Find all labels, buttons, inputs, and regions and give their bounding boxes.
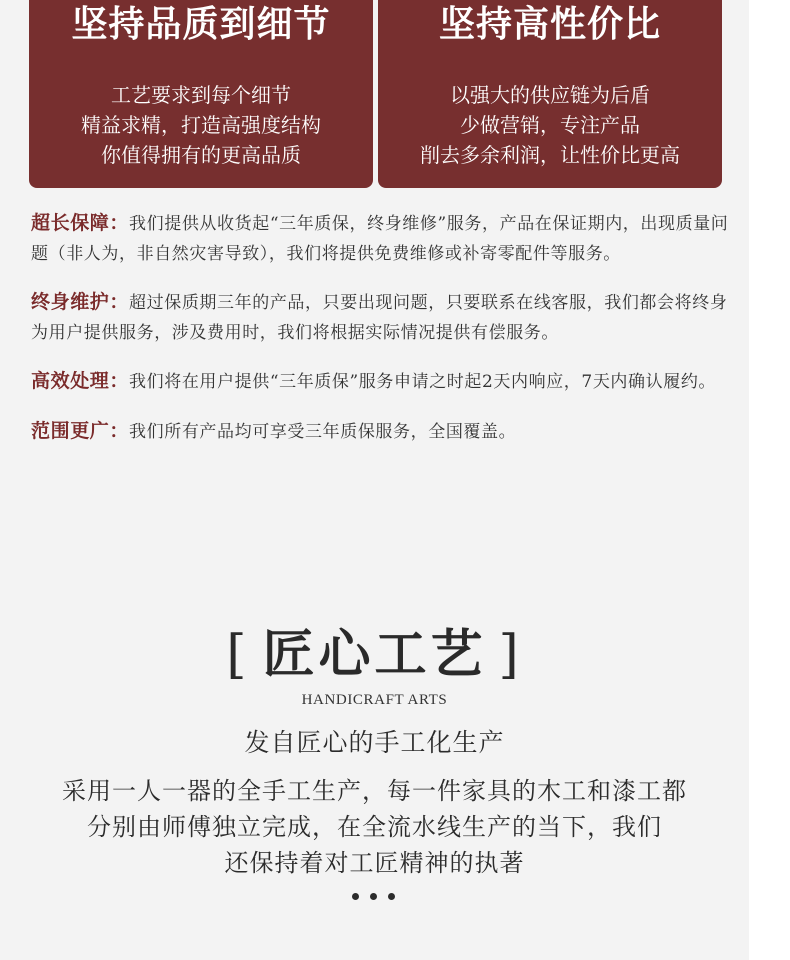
card-line: 削去多余利润，让性价比更高 bbox=[420, 143, 680, 167]
section-title bbox=[0, 622, 749, 688]
card-description bbox=[378, 80, 722, 170]
term-label: 范围更广： bbox=[31, 419, 130, 442]
card-line: 少做营销，专注产品 bbox=[460, 113, 640, 137]
term-efficient-handling bbox=[31, 367, 731, 398]
term-label: 终身维护： bbox=[31, 291, 130, 313]
craft-line: 采用一人一器的全手工生产，每一件家具的木工和漆工都 bbox=[62, 777, 687, 805]
card-title: 坚持品质到细节 bbox=[71, 3, 331, 45]
craft-line: 还保持着对工匠精神的执著 bbox=[224, 849, 525, 877]
term-text: 我们提供从收货起“三年质保，终身维修”服务，产品在保证期内，出现质量问题（非人为，非自然灾害导致），我们将提供免费维修或补寄零配件等服务。 bbox=[31, 214, 729, 264]
term-lifetime-maintenance bbox=[31, 288, 731, 348]
term-label: 超长保障： bbox=[31, 212, 130, 234]
craft-line: 分别由师傅独立完成，在全流水线生产的当下，我们 bbox=[87, 813, 662, 841]
card-line: 你值得拥有的更高品质 bbox=[101, 143, 301, 167]
term-wider-coverage bbox=[31, 417, 731, 448]
value-card bbox=[378, 0, 722, 188]
bracket-close: ] bbox=[498, 625, 523, 685]
card-line: 精益求精，打造高强度结构 bbox=[81, 113, 321, 137]
card-line: 以强大的供应链为后盾 bbox=[450, 83, 650, 107]
term-text: 我们将在用户提供“三年质保”服务申请之时起2天内响应，7天内确认履约。 bbox=[129, 372, 717, 392]
craft-description bbox=[0, 773, 749, 881]
term-text: 超过保质期三年的产品，只要出现问题，只要联系在线客服，我们都会将终身为用户提供服务，涉及费用时，我们将根据实际情况提供有偿服务。 bbox=[31, 293, 728, 343]
section-title-text: 匠心工艺 bbox=[262, 624, 487, 685]
section-subtitle: HANDICRAFT ARTS bbox=[301, 692, 448, 708]
card-title: 坚持高性价比 bbox=[438, 3, 661, 45]
bracket-open: [ bbox=[226, 625, 251, 685]
term-extended-guarantee bbox=[31, 209, 731, 269]
term-text: 我们所有产品均可享受三年质保服务，全国覆盖。 bbox=[129, 421, 517, 442]
page-margin bbox=[749, 0, 790, 960]
card-line: 工艺要求到每个细节 bbox=[111, 83, 291, 107]
craft-heading: 发自匠心的手工化生产 bbox=[244, 728, 505, 757]
more-dots-icon bbox=[352, 893, 396, 901]
quality-card bbox=[29, 0, 373, 188]
card-description bbox=[29, 80, 373, 170]
warranty-terms bbox=[31, 209, 731, 466]
term-label: 高效处理： bbox=[31, 370, 130, 392]
